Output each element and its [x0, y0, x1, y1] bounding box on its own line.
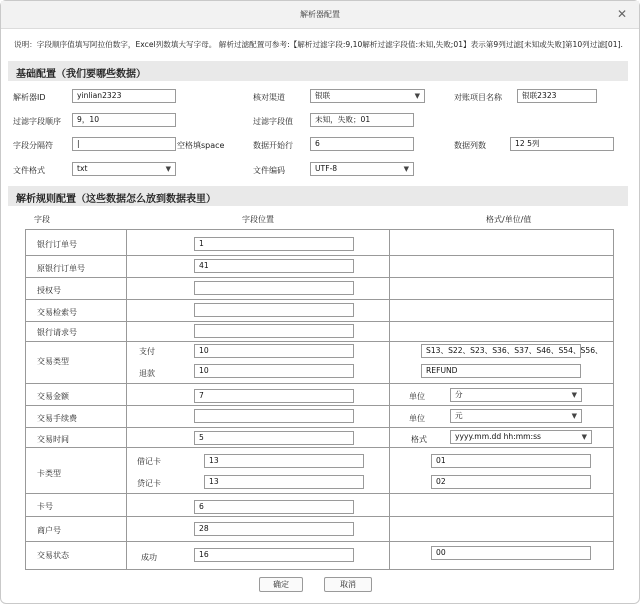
space-hint: 空格填space [177, 141, 225, 150]
row-label-bank-order: 银行订单号 [37, 240, 77, 249]
orig-bank-order-position-input[interactable]: 41 [194, 259, 354, 273]
chevron-down-icon: ▼ [403, 165, 409, 173]
title-bar [1, 1, 639, 29]
table-divider [25, 299, 614, 300]
table-divider [25, 427, 614, 428]
start-row-input[interactable]: 6 [310, 137, 414, 151]
bank-order-position-input[interactable]: 1 [194, 237, 354, 251]
row-label-merchant: 商户号 [37, 526, 61, 535]
row-label-amount: 交易金额 [37, 392, 69, 401]
table-divider [389, 229, 390, 570]
success-label: 成功 [141, 553, 157, 562]
parser-id-label: 解析器ID [13, 93, 46, 102]
fee-unit-select[interactable] [450, 409, 582, 423]
pay-position-input[interactable]: 10 [194, 344, 354, 358]
table-divider [25, 516, 614, 517]
separator-label: 字段分隔符 [13, 141, 53, 150]
row-label-orig-bank-order: 原银行订单号 [37, 264, 85, 273]
table-divider [25, 541, 614, 542]
amount-unit-label: 单位 [409, 392, 425, 401]
debit-position-input[interactable]: 13 [204, 454, 364, 468]
row-label-trade-type: 交易类型 [37, 357, 69, 366]
fee-position-input[interactable] [194, 409, 354, 423]
table-divider [25, 255, 614, 256]
amount-position-input[interactable]: 7 [194, 389, 354, 403]
success-position-input[interactable]: 16 [194, 548, 354, 562]
row-label-card-type: 卡类型 [37, 469, 61, 478]
file-format-value: txt [77, 164, 88, 173]
refund-position-input[interactable]: 10 [194, 364, 354, 378]
start-row-label: 数据开始行 [253, 141, 293, 150]
channel-label: 核对渠道 [253, 93, 285, 102]
col-count-label: 数据列数 [454, 141, 486, 150]
auth-no-position-input[interactable] [194, 281, 354, 295]
channel-select[interactable] [310, 89, 425, 103]
filter-value-input[interactable]: 未知，失败；01 [310, 113, 414, 127]
encoding-select[interactable] [310, 162, 414, 176]
merchant-position-input[interactable]: 28 [194, 522, 354, 536]
encoding-value: UTF-8 [315, 164, 338, 173]
success-value-input[interactable]: 00 [431, 546, 591, 560]
chevron-down-icon: ▼ [414, 92, 420, 100]
pay-label: 支付 [139, 347, 155, 356]
close-icon[interactable]: ✕ [616, 7, 627, 21]
help-note: 说明：字段顺序值填写阿拉伯数字，Excel列数填大写字母。 解析过滤配置可参考:【解析过滤字段:9,10解析过滤字段值:未知,失败;01】表示第9列过滤[未知或失败]第10列过滤[01]. [14, 40, 623, 49]
row-label-status: 交易状态 [37, 551, 69, 560]
cancel-button[interactable]: 取消 [324, 577, 372, 592]
row-label-auth-no: 授权号 [37, 286, 61, 295]
col-count-input[interactable]: 12 5列 [510, 137, 614, 151]
table-divider [25, 493, 614, 494]
table-divider [25, 383, 614, 384]
project-label: 对账项目名称 [454, 93, 502, 102]
table-divider [25, 341, 614, 342]
section-title: 解析规则配置（这些数据怎么放到数据表里） [16, 194, 216, 205]
file-format-select[interactable] [72, 162, 176, 176]
chevron-down-icon: ▼ [571, 391, 577, 399]
separator-input[interactable]: | [72, 137, 176, 151]
table-divider [25, 277, 614, 278]
bank-req-position-input[interactable] [194, 324, 354, 338]
chevron-down-icon: ▼ [165, 165, 171, 173]
row-label-trade-ref: 交易检索号 [37, 308, 77, 317]
row-label-fee: 交易手续费 [37, 414, 77, 423]
trade-time-format-select[interactable] [450, 430, 592, 444]
table-divider [126, 229, 127, 570]
amount-unit-select[interactable] [450, 388, 582, 402]
refund-value-input[interactable]: REFUND [421, 364, 581, 378]
encoding-label: 文件编码 [253, 166, 285, 175]
file-format-label: 文件格式 [13, 166, 45, 175]
basic-config-header [8, 61, 628, 81]
table-divider [25, 405, 614, 406]
filter-order-label: 过滤字段顺序 [13, 117, 61, 126]
filter-order-input[interactable]: 9，10 [72, 113, 176, 127]
col-header-field: 字段 [34, 215, 50, 224]
credit-label: 贷记卡 [137, 479, 161, 488]
table-divider [25, 321, 614, 322]
debit-label: 借记卡 [137, 457, 161, 466]
filter-value-label: 过滤字段值 [253, 117, 293, 126]
project-input[interactable]: 银联2323 [517, 89, 597, 103]
row-label-bank-req: 银行请求号 [37, 328, 77, 337]
channel-value: 银联 [315, 91, 331, 100]
row-label-trade-time: 交易时间 [37, 435, 69, 444]
parser-id-input[interactable]: yinlian2323 [72, 89, 176, 103]
trade-ref-position-input[interactable] [194, 303, 354, 317]
table-divider [25, 447, 614, 448]
refund-label: 退款 [139, 369, 155, 378]
trade-time-format-label: 格式 [411, 435, 427, 444]
ok-button[interactable]: 确定 [259, 577, 303, 592]
rules-config-header [8, 186, 628, 206]
chevron-down-icon: ▼ [581, 433, 587, 441]
row-label-card-no: 卡号 [37, 502, 53, 511]
card-no-position-input[interactable]: 6 [194, 500, 354, 514]
chevron-down-icon: ▼ [571, 412, 577, 420]
pay-value-input[interactable]: S13、S22、S23、S36、S37、S46、S54、S56、 [421, 344, 581, 358]
debit-value-input[interactable]: 01 [431, 454, 591, 468]
trade-time-format-value: yyyy.mm.dd hh:mm:ss [455, 432, 542, 441]
fee-unit-value: 元 [455, 411, 463, 420]
amount-unit-value: 分 [455, 390, 463, 399]
dialog-title: 解析器配置 [300, 10, 340, 19]
fee-unit-label: 单位 [409, 414, 425, 423]
col-header-format: 格式/单位/值 [486, 215, 532, 224]
trade-time-position-input[interactable]: 5 [194, 431, 354, 445]
col-header-position: 字段位置 [242, 215, 274, 224]
credit-value-input[interactable]: 02 [431, 475, 591, 489]
section-title: 基础配置（我们要哪些数据） [16, 69, 146, 80]
credit-position-input[interactable]: 13 [204, 475, 364, 489]
